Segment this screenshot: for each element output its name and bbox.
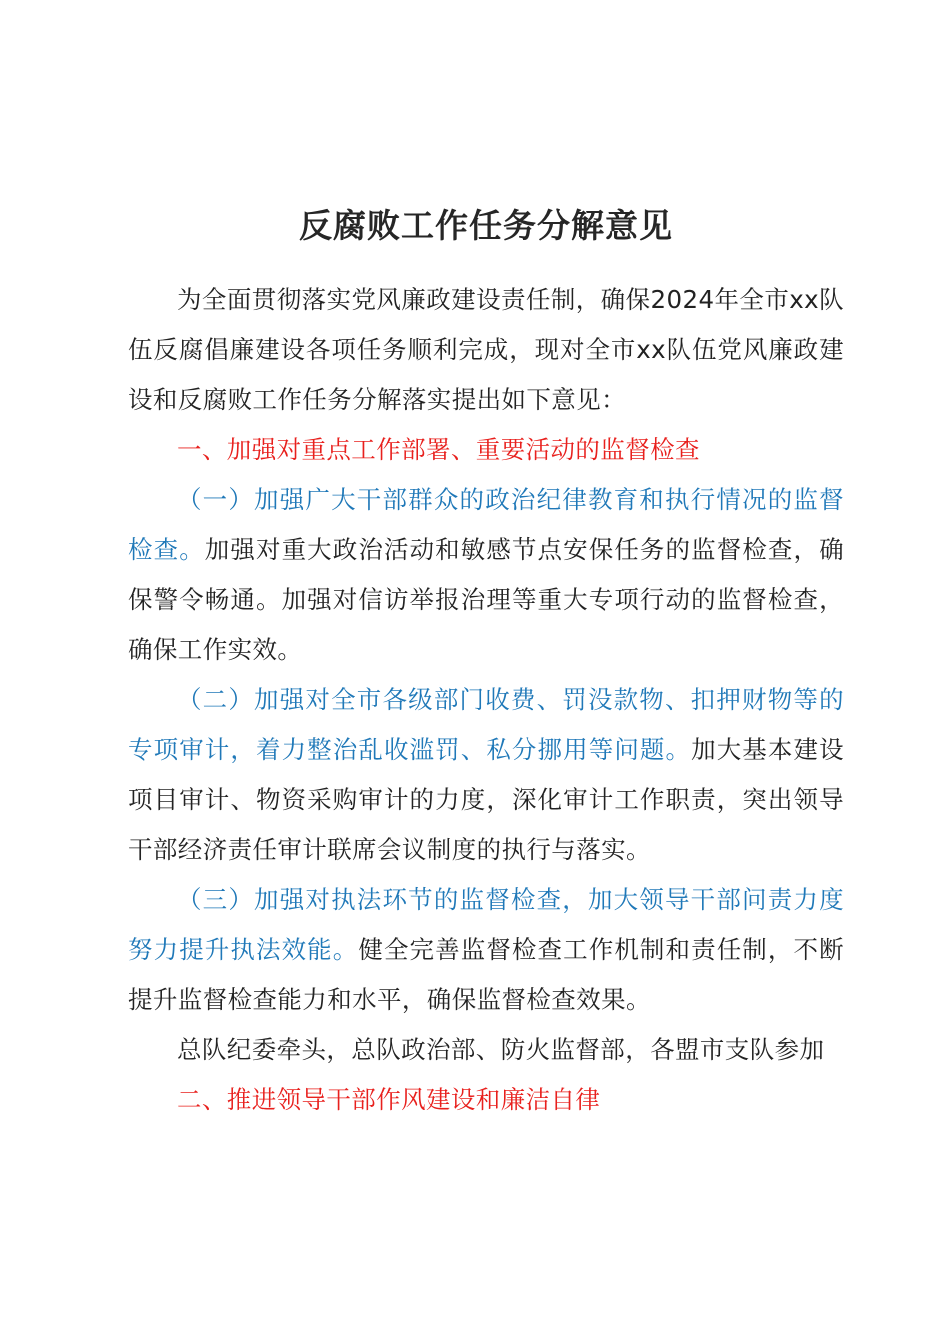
document-title: 反腐败工作任务分解意见	[299, 206, 673, 245]
intro-paragraph: 为全面贯彻落实党风廉政建设责任制，确保2024年全市xx队伍反腐倡廉建设各项任务顺利完成，现对全市xx队伍党风廉政建设和反腐败工作任务分解落实提出如下意见：	[128, 285, 844, 414]
section-2-heading: 二、推进领导干部作风建设和廉洁自律	[177, 1085, 601, 1114]
item-1-paragraph	[128, 475, 844, 675]
item-1-lead: （一）加强广大干部群众的政治纪律教育和执行情况的监督检查。	[128, 485, 844, 564]
item-1-body: 加强对重大政治活动和敏感节点安保任务的监督检查，确保警令畅通。加强对信访举报治理等重大专项行动的监督检查，确保工作实效。	[128, 535, 845, 664]
item-3-paragraph	[128, 875, 844, 1025]
item-2-paragraph	[128, 675, 844, 875]
responsible-units: 总队纪委牵头，总队政治部、防火监督部，各盟市支队参加	[177, 1035, 825, 1064]
item-2-body: 加大基本建设项目审计、物资采购审计的力度，深化审计工作职责，突出领导干部经济责任审计联席会议制度的执行与落实。	[128, 735, 844, 864]
item-3-body: 健全完善监督检查工作机制和责任制，不断提升监督检查能力和水平，确保监督检查效果。	[128, 935, 844, 1014]
item-3-lead: （三）加强对执法环节的监督检查，加大领导干部问责力度努力提升执法效能。	[128, 885, 844, 964]
item-2-lead: （二）加强对全市各级部门收费、罚没款物、扣押财物等的专项审计，着力整治乱收滥罚、私分挪用等问题。	[128, 685, 844, 764]
document-content	[128, 203, 844, 1125]
section-1-heading: 一、加强对重点工作部署、重要活动的监督检查	[177, 435, 700, 464]
